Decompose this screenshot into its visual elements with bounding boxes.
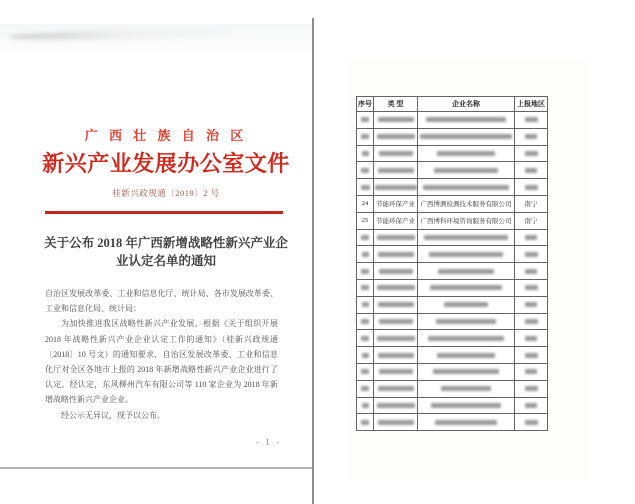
table-row-redacted: [357, 162, 548, 179]
table-row-redacted: [357, 145, 548, 162]
closing-line: 经公示无异议，现予以公布。: [61, 410, 165, 420]
red-divider-line: [45, 211, 283, 214]
table-row-redacted: [357, 313, 548, 330]
header-cell-region: 上报地区: [515, 97, 548, 112]
cell-serial: 25: [357, 212, 374, 229]
document-header-title: 新兴产业发展办公室文件: [42, 151, 290, 176]
page1-bottom-edge-line: [0, 467, 313, 469]
table-row: [357, 212, 548, 229]
table-row-redacted: [357, 128, 548, 145]
page1-scan: [0, 0, 312, 468]
header-cell-type: 类 型: [374, 97, 418, 112]
table-header-row: [357, 97, 548, 112]
table-row-redacted: [357, 279, 548, 296]
cell-region: 南宁: [515, 195, 548, 212]
cell-region: 南宁: [515, 212, 548, 229]
notice-title-line1: 关于公布 2018 年广西新增战略性新兴产业企: [44, 236, 288, 250]
table-row-redacted: [357, 414, 548, 431]
header-cell-company: 企业名称: [418, 97, 515, 112]
table-row-redacted: [357, 380, 548, 397]
cell-type: 节能环保产业: [374, 195, 418, 212]
cell-serial: 24: [357, 195, 374, 212]
cell-company: 广西博测检测技术服务有限公司: [418, 195, 515, 212]
body-paragraph: 为加快推进我区战略性新兴产业发展，根据《关于组织开展 2018 年战略性新兴产业企业认定工作的通知》（桂新兴政规通〔2018〕10 号文）的通知要求，自治区发展改革委、工业和信息化厅对全区各地市上报的 2018 年新增战略性新兴产业企业进行了认定。经认定，东风柳州汽车有限公司等 110 家企业为 2018 年新增战略性新兴产业企业。: [45, 319, 278, 405]
table-row: [357, 195, 548, 212]
cell-type: 节能环保产业: [374, 212, 418, 229]
recipients-line: 自治区发展改革委、工业和信息化厅、统计局、各市发展改革委、工业和信息化局、统计局：: [45, 289, 278, 314]
notice-title: [20, 234, 312, 270]
table-row-redacted: [357, 263, 548, 280]
page-fold-vertical-line: [312, 18, 314, 504]
document-reference-number: 桂新兴政规通〔2019〕2 号: [112, 188, 220, 198]
issuing-org-name: 广 西 壮 族 自 治 区: [84, 128, 248, 143]
table-row-redacted: [357, 246, 548, 263]
notice-title-line2: 业认定名单的通知: [115, 254, 216, 268]
page-number: - 1 -: [256, 437, 281, 447]
table-row-redacted: [357, 112, 548, 129]
notice-body: [45, 286, 278, 423]
table-row-redacted: [357, 363, 548, 380]
header-cell-serial: 序号: [357, 97, 374, 112]
page2-scan: [348, 60, 588, 480]
table-row-redacted: [357, 296, 548, 313]
enterprise-list-table: [356, 96, 548, 431]
table-row-redacted: [357, 229, 548, 246]
table-row-redacted: [357, 179, 548, 196]
table-row-redacted: [357, 330, 548, 347]
table-row-redacted: [357, 347, 548, 364]
table-row-redacted: [357, 397, 548, 414]
cell-company: 广西博科环境咨询服务有限公司: [418, 212, 515, 229]
